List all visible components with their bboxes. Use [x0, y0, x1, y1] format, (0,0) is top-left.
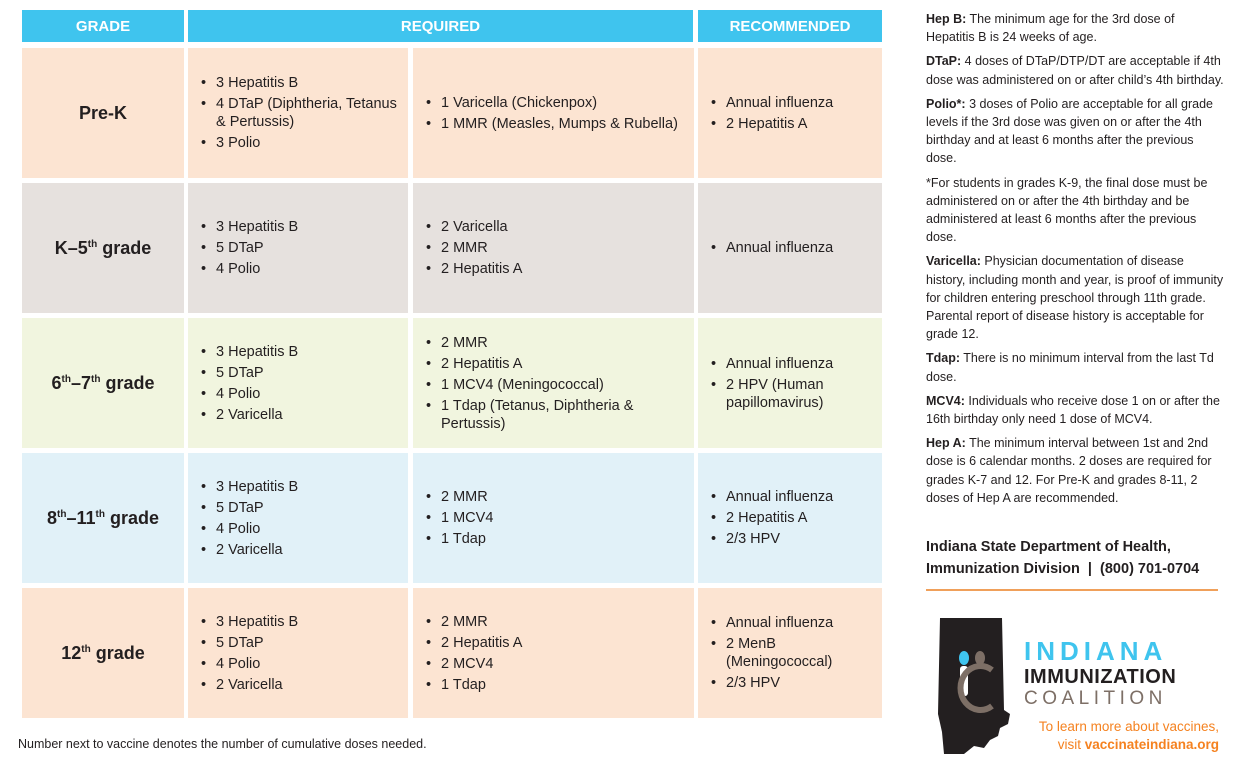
vaccine-item: • 2 MMR [441, 613, 522, 631]
note-text: Physician documentation of disease history, including month and year, is proof of immunity for children entering preschool through 11th grade. Parental report of disease history is acceptable for grade 12. [926, 254, 1224, 342]
note-text: The minimum interval between 1st and 2nd dose is 6 calendar months. 2 doses are required for grades K-7 and 12. For Pre-K and grades 8-11, 2 doses of Hep A are recommended. [926, 436, 1212, 505]
grade-text: 12 [61, 642, 82, 663]
department-contact: Immunization Division | (800) 701-0704 [926, 561, 1200, 577]
note-paragraph [926, 52, 1226, 88]
grade-cell [22, 588, 184, 718]
vaccine-item: • 5 DTaP [216, 499, 298, 517]
vaccine-item: • 5 DTaP [216, 239, 298, 257]
vaccine-list [413, 610, 532, 697]
vaccine-item: • 2 MCV4 [441, 655, 522, 673]
required-list-cell [188, 588, 408, 718]
header-required: REQUIRED [188, 10, 693, 42]
required-list-cell [413, 453, 694, 583]
logo-line-coalition: COALITION [1024, 688, 1167, 709]
recommended-list-cell [698, 453, 882, 583]
vaccine-item: • Annual influenza [726, 614, 872, 632]
note-term: Tdap: [926, 351, 961, 366]
vaccine-item: • 3 Hepatitis B [216, 613, 298, 631]
vaccine-list [698, 352, 882, 415]
required-list-cell [188, 453, 408, 583]
vaccine-item: • Annual influenza [726, 488, 833, 506]
vaccine-item: • 2 Hepatitis A [441, 634, 522, 652]
vaccine-item: • 1 Tdap (Tetanus, Diphtheria & Pertussis) [441, 397, 684, 433]
grade-label [55, 238, 152, 259]
vaccine-item: • 4 Polio [216, 655, 298, 673]
website-link[interactable]: vaccinateindiana.org [1084, 737, 1219, 752]
vaccine-item: • Annual influenza [726, 239, 833, 257]
divider [926, 589, 1218, 591]
grade-cell [22, 48, 184, 178]
vaccine-item: • 2 Varicella [441, 218, 522, 236]
department-name: Indiana State Department of Health, [926, 539, 1171, 555]
vaccine-item: • 3 Polio [216, 134, 398, 152]
required-list-cell [413, 183, 694, 313]
grade-text: K–5 [54, 237, 88, 258]
grade-suffix: th [57, 508, 67, 520]
vaccine-item: • 2/3 HPV [726, 674, 872, 692]
vaccine-item: • 2 Hepatitis A [726, 115, 833, 133]
vaccine-item: • 3 Hepatitis B [216, 343, 298, 361]
note-paragraph [926, 174, 1226, 247]
table-row [22, 48, 882, 178]
learn-more [919, 718, 1219, 754]
grade-cell [22, 183, 184, 313]
note-text: 4 doses of DTaP/DTP/DT are acceptable if 4th dose was administered on or after child’s 4th birthday. [926, 54, 1224, 87]
recommended-list-cell [698, 588, 882, 718]
vaccine-list [698, 611, 882, 695]
vaccine-list [188, 475, 308, 562]
vaccine-list [188, 610, 308, 697]
vaccine-list [413, 215, 532, 281]
vaccine-item: • Annual influenza [726, 94, 833, 112]
table-row [22, 453, 882, 583]
vaccine-item: • 2 Hepatitis A [441, 355, 684, 373]
vaccine-item: • 2 Varicella [216, 541, 298, 559]
vaccine-item: • 4 Polio [216, 385, 298, 403]
grade-suffix: th [91, 373, 101, 385]
note-paragraph [926, 349, 1226, 385]
recommended-list-cell [698, 183, 882, 313]
grade-suffix: th [87, 238, 98, 250]
vaccine-item: • 2 MMR [441, 334, 684, 352]
table-row [22, 588, 882, 718]
vaccine-list [413, 485, 503, 551]
vaccine-item: • 2 Varicella [216, 406, 298, 424]
grade-text: –11 [66, 507, 96, 528]
notes-panel [926, 10, 1226, 513]
note-term: DTaP: [926, 54, 962, 69]
note-text: *For students in grades K-9, the final dose must be administered on or after the 4th birthday and be administered at least 6 months after the previous dose. [926, 175, 1208, 245]
recommended-list-cell [698, 318, 882, 448]
vaccine-item: • 1 Tdap [441, 530, 493, 548]
vaccine-list [698, 91, 843, 136]
grade-label [79, 103, 127, 124]
required-list-cell [413, 48, 694, 178]
learn-more-text: To learn more about vaccines, [1038, 719, 1219, 734]
required-list-cell [188, 48, 408, 178]
vaccine-item: • 2 HPV (Human papillomavirus) [726, 376, 872, 412]
vaccine-item: • 1 Tdap [441, 676, 522, 694]
grade-text: 8 [47, 507, 58, 528]
note-text: 3 doses of Polio are acceptable for all grade levels if the 3rd dose was given on or after the 4th birthday and at least 6 months after the previous dose. [926, 96, 1213, 166]
vaccine-item: • 1 MMR (Measles, Mumps & Rubella) [441, 115, 678, 133]
note-paragraph [926, 252, 1226, 343]
vaccine-item: • 1 Varicella (Chickenpox) [441, 94, 678, 112]
vaccine-item: • 4 Polio [216, 520, 298, 538]
vaccine-item: • 3 Hepatitis B [216, 478, 298, 496]
required-list-cell [188, 318, 408, 448]
vaccine-item: • 4 DTaP (Diphtheria, Tetanus & Pertussis) [216, 95, 398, 131]
grade-text: grade [97, 237, 152, 258]
table-row [22, 318, 882, 448]
grade-suffix: th [61, 373, 71, 385]
note-term: Hep B: [926, 12, 967, 26]
grade-text: Pre-K [78, 102, 127, 123]
grade-suffix: th [81, 643, 91, 655]
header-grade: GRADE [22, 10, 184, 42]
note-term: MCV4: [926, 393, 965, 408]
grade-text: 6 [51, 372, 62, 393]
vaccine-list [698, 236, 843, 260]
required-list-cell [413, 588, 694, 718]
vaccine-item: • 3 Hepatitis B [216, 74, 398, 92]
vaccine-list [188, 215, 308, 281]
grade-label [47, 508, 159, 529]
vaccine-item: • 2 MMR [441, 239, 522, 257]
note-paragraph [926, 95, 1226, 168]
vaccine-item: • 2 MenB (Meningococcal) [726, 635, 872, 671]
vaccine-item: • 2 Hepatitis A [441, 260, 522, 278]
department-info [926, 536, 1226, 580]
grade-text: grade [104, 507, 159, 528]
recommended-list-cell [698, 48, 882, 178]
note-text: Individuals who receive dose 1 on or after the 16th birthday only need 1 dose of MCV4. [926, 393, 1220, 427]
vaccine-item: • 2 Hepatitis A [726, 509, 833, 527]
vaccine-list [413, 91, 688, 136]
visit-text: visit [1057, 737, 1085, 752]
vaccine-list [413, 331, 694, 436]
vaccine-item: • 4 Polio [216, 260, 298, 278]
vaccine-item: • Annual influenza [726, 355, 872, 373]
note-text: The minimum age for the 3rd dose of Hepatitis B is 24 weeks of age. [926, 12, 1175, 45]
grade-cell [22, 318, 184, 448]
note-paragraph [926, 434, 1226, 507]
table-row [22, 183, 882, 313]
vaccine-item: • 1 MCV4 (Meningococcal) [441, 376, 684, 394]
grade-text: grade [100, 372, 155, 393]
note-term: Varicella: [926, 254, 981, 269]
vaccine-list [698, 485, 843, 551]
note-text: There is no minimum interval from the last Td dose. [926, 351, 1214, 384]
vaccine-item: • 2 Varicella [216, 676, 298, 694]
vaccine-item: • 1 MCV4 [441, 509, 493, 527]
grade-text: –7 [70, 372, 91, 393]
grade-suffix: th [95, 508, 105, 520]
grade-cell [22, 453, 184, 583]
vaccine-item: • 5 DTaP [216, 634, 298, 652]
note-term: Polio*: [926, 96, 966, 111]
note-paragraph [926, 392, 1226, 428]
logo-line-immunization: IMMUNIZATION [1024, 666, 1177, 688]
vaccine-item: • 5 DTaP [216, 364, 298, 382]
grade-label [52, 373, 155, 394]
footnote: Number next to vaccine denotes the number of cumulative doses needed. [18, 737, 427, 751]
grade-text: grade [90, 642, 145, 663]
note-paragraph [926, 10, 1226, 46]
vaccine-item: • 3 Hepatitis B [216, 218, 298, 236]
required-list-cell [188, 183, 408, 313]
grade-label [61, 643, 145, 664]
required-list-cell [413, 318, 694, 448]
note-term: Hep A: [926, 436, 966, 451]
vaccine-item: • 2 MMR [441, 488, 493, 506]
header-recommended: RECOMMENDED [698, 10, 882, 42]
vaccine-list [188, 71, 408, 155]
logo-line-indiana: INDIANA [1024, 636, 1168, 666]
vaccine-item: • 2/3 HPV [726, 530, 833, 548]
vaccine-list [188, 340, 308, 427]
